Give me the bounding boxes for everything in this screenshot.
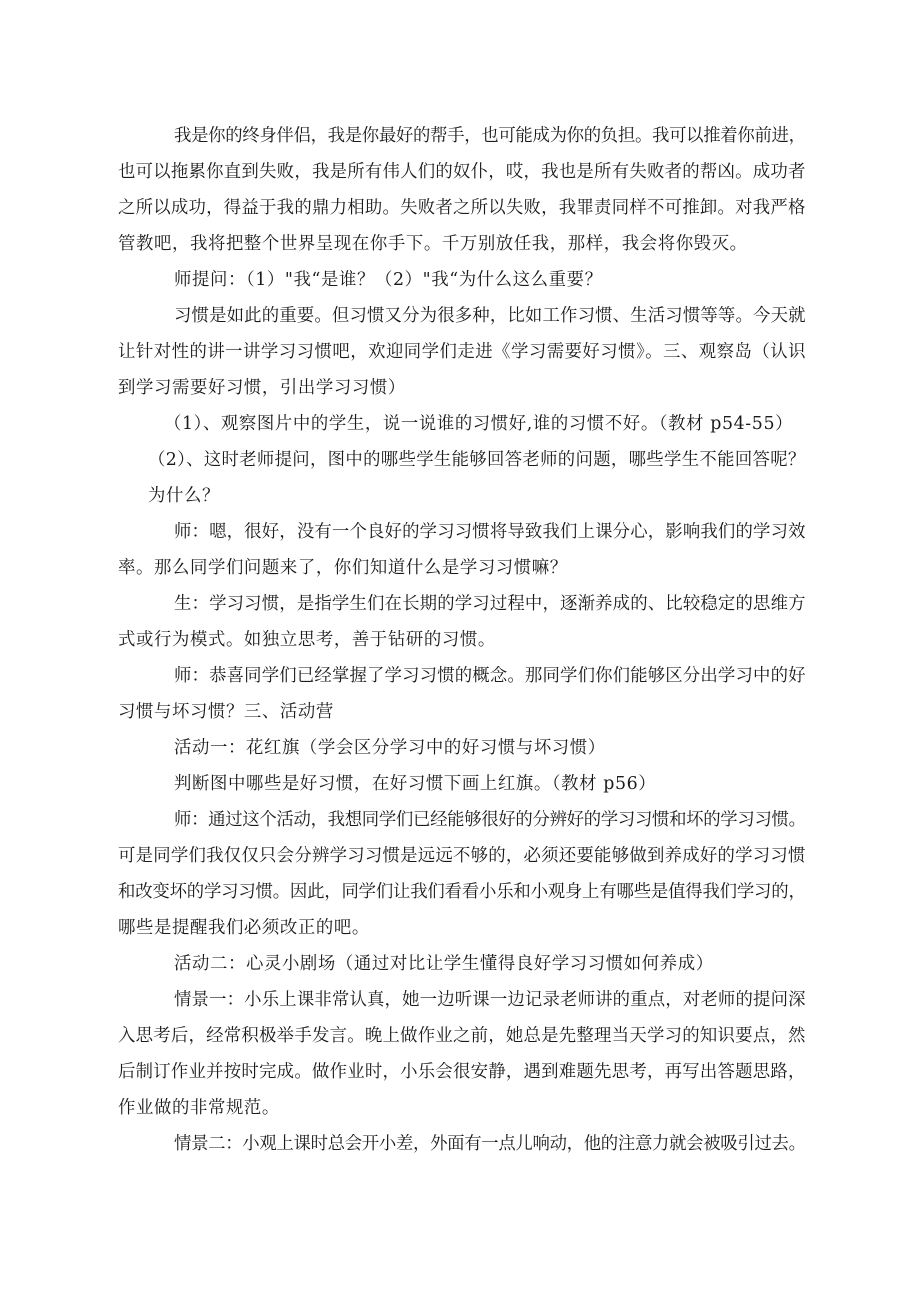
text-line: （2）、这时老师提问，图中的哪些学生能够回答老师的问题，哪些学生不能回答呢？ bbox=[148, 450, 806, 470]
text-line: 也可以拖累你直到失败，我是所有伟人们的奴仆，哎，我也是所有失败者的帮凶。成功者 bbox=[118, 162, 806, 182]
text-line: 师提问：（1）"我“是谁？（2）"我“为什么这么重要？ bbox=[174, 270, 603, 290]
text-line: 师：通过这个活动，我想同学们已经能够很好的分辨好的学习习惯和坏的学习习惯。 bbox=[174, 810, 806, 830]
text-line: 情景一：小乐上课非常认真，她一边听课一边记录老师讲的重点，对老师的提问深 bbox=[174, 990, 806, 1010]
text-line: 习惯与坏习惯？三、活动营 bbox=[118, 702, 334, 722]
text-line: 入思考后，经常积极举手发言。晚上做作业之前，她总是先整理当天学习的知识要点，然 bbox=[118, 1026, 806, 1046]
text-line: 率。那么同学们问题来了，你们知道什么是学习习惯嘛？ bbox=[118, 558, 568, 578]
text-line: 后制订作业并按时完成。做作业时，小乐会很安静，遇到难题先思考，再写出答题思路， bbox=[118, 1062, 806, 1082]
text-line: 师：嗯，很好，没有一个良好的学习习惯将导致我们上课分心，影响我们的学习效 bbox=[174, 522, 806, 542]
text-line: 情景二：小观上课时总会开小差，外面有一点儿响动，他的注意力就会被吸引过去。 bbox=[174, 1134, 806, 1154]
text-line: 到学习需要好习惯，引出学习习惯） bbox=[118, 378, 406, 398]
text-line: 让针对性的讲一讲学习习惯吧，欢迎同学们走进《学习需要好习惯》。三、观察岛（认识 bbox=[118, 342, 806, 362]
text-line: 活动一：花红旗（学会区分学习中的好习惯与坏习惯） bbox=[174, 738, 606, 758]
text-line: 式或行为模式。如独立思考，善于钻研的习惯。 bbox=[118, 630, 496, 650]
text-line: 作业做的非常规范。 bbox=[118, 1098, 280, 1118]
text-line: 可是同学们我仅仅只会分辨学习习惯是远远不够的，必须还要能够做到养成好的学习习惯 bbox=[118, 846, 806, 866]
text-line: 师：恭喜同学们已经掌握了学习习惯的概念。那同学们你们能够区分出学习中的好 bbox=[174, 666, 806, 686]
text-line: 我是你的终身伴侣，我是你最好的帮手，也可能成为你的负担。我可以推着你前进， bbox=[174, 126, 806, 146]
text-line: 判断图中哪些是好习惯，在好习惯下画上红旗。（教材 p56） bbox=[174, 774, 657, 794]
text-line: 生：学习习惯，是指学生们在长期的学习过程中，逐渐养成的、比较稳定的思维方 bbox=[174, 594, 806, 614]
text-line: 哪些是提醒我们必须改正的吧。 bbox=[118, 918, 370, 938]
text-line: 管教吧，我将把整个世界呈现在你手下。千万别放任我，那样，我会将你毁灭。 bbox=[118, 234, 748, 254]
text-line: 和改变坏的学习习惯。因此，同学们让我们看看小乐和小观身上有哪些是值得我们学习的， bbox=[118, 882, 806, 902]
text-line: （1）、观察图片中的学生，说一说谁的习惯好,谁的习惯不好。（教材 p54-55） bbox=[164, 414, 794, 434]
text-line: 习惯是如此的重要。但习惯又分为很多种，比如工作习惯、生活习惯等等。今天就 bbox=[174, 306, 806, 326]
text-line: 之所以成功，得益于我的鼎力相助。失败者之所以失败，我罪责同样不可推卸。对我严格 bbox=[118, 198, 806, 218]
text-line: 为什么？ bbox=[148, 486, 220, 506]
text-line: 活动二：心灵小剧场（通过对比让学生懂得良好学习习惯如何养成） bbox=[174, 954, 714, 974]
